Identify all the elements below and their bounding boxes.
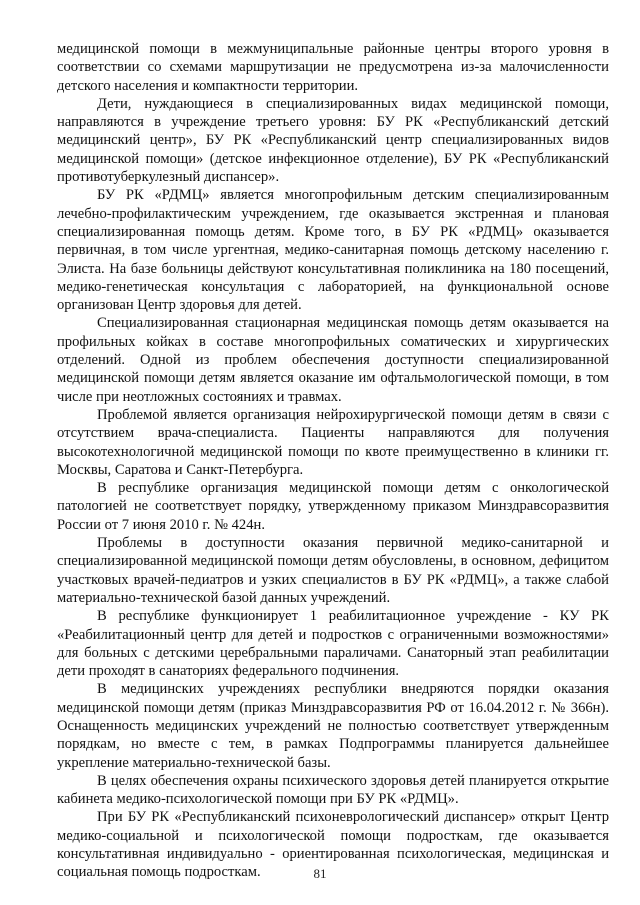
paragraph: При БУ РК «Республиканский психоневрологический диспансер» открыт Центр медико-социальной и психологической помощи подросткам, где оказывается консультативная индивидуально - ориентированная психологическая, медицинская и социальная помощь подросткам. [57,809,609,881]
paragraph: Специализированная стационарная медицинская помощь детям оказывается на профильных койках в составе многопрофильных соматических и хирургических отделений. Одной из проблем обеспечения доступности специализированной медицинской помощи детям является оказание им офтальмологической помощи, в том числе при неотложных состояниях и травмах. [57,315,609,405]
paragraph: В республике функционирует 1 реабилитационное учреждение - КУ РК «Реабилитационный центр для детей и подростков с ограниченными возможностями» для больных с детскими церебральными параличами. Санаторный этап реабилитации дети проходят в санаториях федерального подчинения. [57,608,609,680]
page-number: 81 [313,866,327,881]
document-body [57,40,609,882]
paragraph: В республике организация медицинской помощи детям с онкологической патологией не соответствует порядку, утвержденному приказом Минздравсоразвития России от 7 июня 2010 г. № 424н. [57,480,609,533]
paragraph: Проблемы в доступности оказания первичной медико-санитарной и специализированной медицинской помощи детям обусловлены, в основном, дефицитом участковых врачей-педиатров и узких специалистов в БУ РК «РДМЦ», а также слабой материально-технической базой данных учреждений. [57,535,609,606]
paragraph: БУ РК «РДМЦ» является многопрофильным детским специализированным лечебно-профилактическим учреждением, где оказывается экстренная и плановая специализированная помощь детям. Кроме того, в БУ РК «РДМЦ» оказывается первичная, в том числе ургентная, медико-санитарная помощь детскому населению г. Элиста. На базе больницы действуют консультативная поликлиника на 180 посещений, медико-генетическая консультация с лабораторией, на функциональной основе организован Центр здоровья для детей. [57,187,609,314]
paragraph: В медицинских учреждениях республики внедряются порядки оказания медицинской помощи детям (приказ Минздравсоразвития РФ от 16.04.2012 г. № 366н). Оснащенность медицинских учреждений не полностью соответствует утвержденным порядкам, но вместе с тем, в рамках Подпрограммы планируется дальнейшее укрепление материально-технической базы. [57,681,609,771]
paragraph: В целях обеспечения охраны психического здоровья детей планируется открытие кабинета медико-психологической помощи при БУ РК «РДМЦ». [57,772,609,808]
paragraph: медицинской помощи в межмуниципальные районные центры второго уровня в соответствии со схемами маршрутизации не предусмотрена из-за малочисленности детского населения и компактности территории. [57,41,609,94]
paragraph: Проблемой является организация нейрохирургической помощи детям в связи с отсутствием врача-специалиста. Пациенты направляются для получения высокотехнологичной медицинской помощи по квоте преимущественно в клиники гг. Москвы, Саратова и Санкт-Петербурга. [57,406,609,478]
paragraph: Дети, нуждающиеся в специализированных видах медицинской помощи, направляются в учреждение третьего уровня: БУ РК «Республиканский детский медицинский центр», БУ РК «Республиканский центр специализированных видов медицинской помощи» (детское инфекционное отделение), БУ РК «Республиканский противотуберкулезный диспансер». [57,95,609,186]
